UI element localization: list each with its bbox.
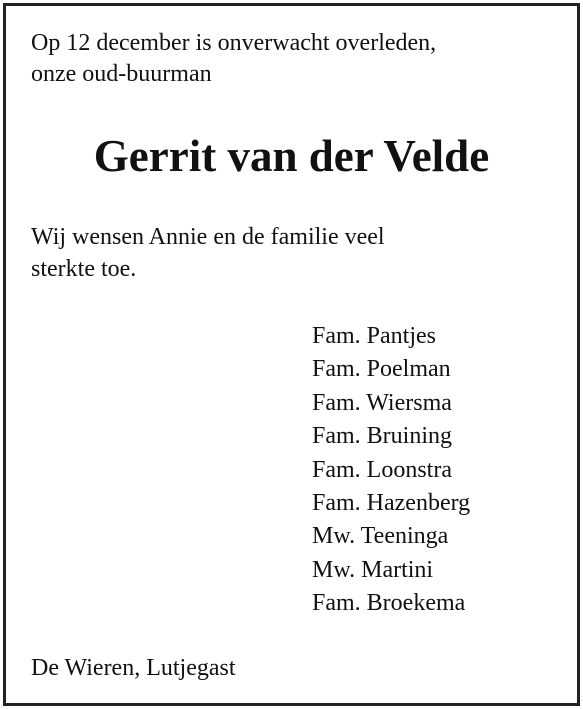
signers-list [312, 320, 470, 621]
condolence-text [31, 221, 551, 285]
intro-line-1: Op 12 december is onverwacht overleden, [31, 30, 437, 56]
signer-item: Fam. Bruining [312, 423, 453, 450]
signer-item: Mw. Teeninga [312, 523, 449, 550]
signer-item: Fam. Broekema [312, 590, 466, 617]
condolence-line-2: sterkte toe. [31, 256, 137, 282]
signer-item: Fam. Pantjes [312, 323, 436, 349]
signer-item: Fam. Poelman [312, 356, 451, 383]
intro-line-2: onze oud-buurman [31, 61, 212, 87]
signer-item: Fam. Wiersma [312, 389, 452, 416]
signer-item: Mw. Martini [312, 556, 434, 583]
intro-text [31, 28, 551, 90]
place-line: De Wieren, Lutjegast [31, 655, 236, 681]
condolence-line-1: Wij wensen Annie en de familie veel [31, 224, 385, 250]
deceased-name: Gerrit van der Velde [93, 131, 490, 181]
signer-item: Fam. Loonstra [312, 456, 452, 483]
death-notice [3, 3, 580, 706]
signer-item: Fam. Hazenberg [312, 490, 471, 517]
